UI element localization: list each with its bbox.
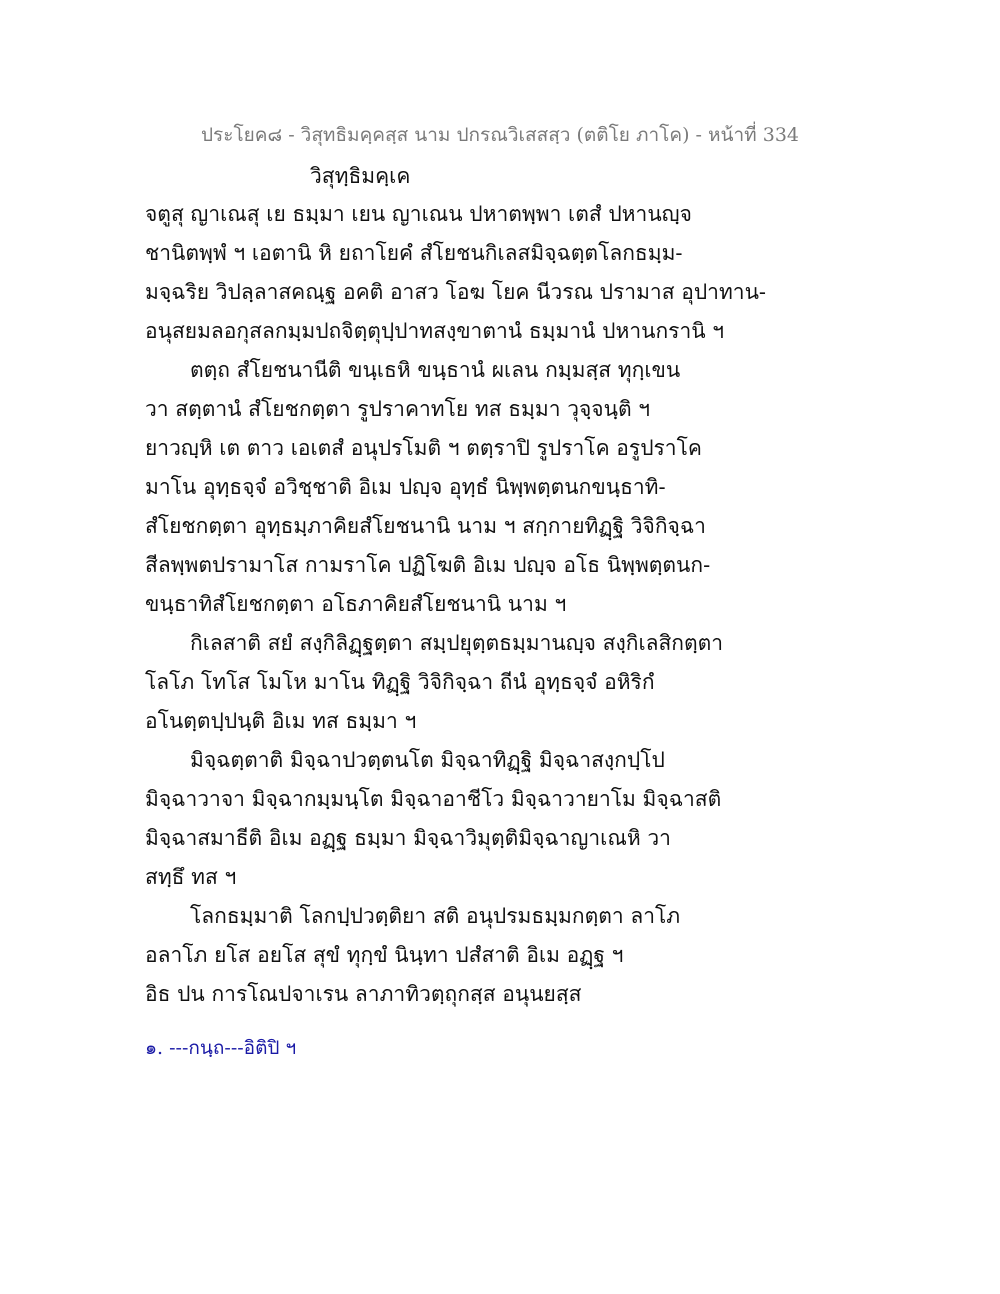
text-line: โลโภ โทโส โมโห มาโน ทิฏฺฐิ วิจิกิจฺฉา ถีนํ อุทฺธจฺจํ อหิริกํ (145, 670, 655, 694)
paragraph-start-line: โลกธมฺมาติ โลกปฺปวตฺติยา สติ อนุปรมธมฺมกตฺตา ลาโภ (190, 904, 681, 928)
text-line: มาโน อุทฺธจฺจํ อวิชฺชาติ อิเม ปญฺจ อุทฺธํ นิพฺพตฺตนกขนฺธาทิ- (145, 475, 666, 499)
text-line: อนุสยมลอกุสลกมฺมปถจิตฺตุปฺปาทสงฺขาตานํ ธมฺมานํ ปหานกรานิ ฯ (145, 319, 725, 343)
footnote: ๑. ---กนฺถ---อิติปิ ฯ (145, 1037, 297, 1059)
section-title: วิสุทฺธิมคฺเค (310, 164, 411, 188)
text-line: ชานิตพฺพํ ฯ เอตานิ หิ ยถาโยคํ สํโยชนกิเลสมิจฺฉตฺตโลกธมฺม- (145, 241, 683, 265)
text-line: ยาวญฺหิ เต ตาว เอเตสํ อนุปรโมติ ฯ ตตฺราปิ รูปราโค อรูปราโค (145, 436, 702, 460)
paragraph-start-line: มิจฺฉตฺตาติ มิจฺฉาปวตฺตนโต มิจฺฉาทิฏฺฐิ มิจฺฉาสงฺกปฺโป (190, 748, 665, 772)
text-line: มจฺฉริย วิปลฺลาสคณฺฐ อคติ อาสว โอฆ โยค นีวรณ ปรามาส อุปาทาน- (145, 280, 767, 304)
text-line: วา สตฺตานํ สํโยชกตฺตา รูปราคาทโย ทส ธมฺมา วุจฺจนฺติ ฯ (145, 397, 651, 421)
text-line: สํโยชกตฺตา อุทฺธมฺภาคิยสํโยชนานิ นาม ฯ สกฺกายทิฏฺฐิ วิจิกิจฺฉา (145, 514, 706, 538)
body-text (145, 195, 845, 1014)
text-line: อโนตฺตปฺปนฺติ อิเม ทส ธมฺมา ฯ (145, 709, 417, 733)
page-header: ประโยค๘ - วิสุทธิมคฺคสฺส นาม ปกรณวิเสสสฺว (ตติโย ภาโค) - หน้าที่ 334 (200, 124, 800, 146)
text-line: สีลพฺพตปรามาโส กามราโค ปฏิโฆติ อิเม ปญฺจ อโธ นิพฺพตฺตนก- (145, 553, 711, 577)
text-line: ขนฺธาทิสํโยชกตฺตา อโธภาคิยสํโยชนานิ นาม ฯ (145, 592, 567, 616)
text-line: มิจฺฉาสมาธีติ อิเม อฏฺฐ ธมฺมา มิจฺฉาวิมุตฺติมิจฺฉาญาเณหิ วา (145, 826, 671, 850)
text-line: จตูสุ ญาเณสุ เย ธมฺมา เยน ญาเณน ปหาตพฺพา เตสํ ปหานญฺจ (145, 202, 692, 226)
paragraph-start-line: กิเลสาติ สยํ สงฺกิลิฏฺฐตฺตา สมฺปยุตฺตธมฺมานญฺจ สงฺกิเลสิกตฺตา (190, 631, 724, 655)
text-line: มิจฺฉาวาจา มิจฺฉากมฺมนฺโต มิจฺฉาอาชีโว มิจฺฉาวายาโม มิจฺฉาสติ (145, 787, 722, 811)
paragraph-start-line: ตตฺถ สํโยชนานีติ ขนฺเธหิ ขนฺธานํ ผเลน กมฺมสฺส ทุกฺเขน (190, 358, 681, 382)
text-line: อิธ ปน การโณปจาเรน ลาภาทิวตฺถุกสฺส อนุนยสฺส (145, 982, 582, 1006)
text-line: อลาโภ ยโส อยโส สุขํ ทุกฺขํ นินฺทา ปสํสาติ อิเม อฏฺฐ ฯ (145, 943, 624, 967)
text-line: สทฺธึ ทส ฯ (145, 865, 237, 889)
